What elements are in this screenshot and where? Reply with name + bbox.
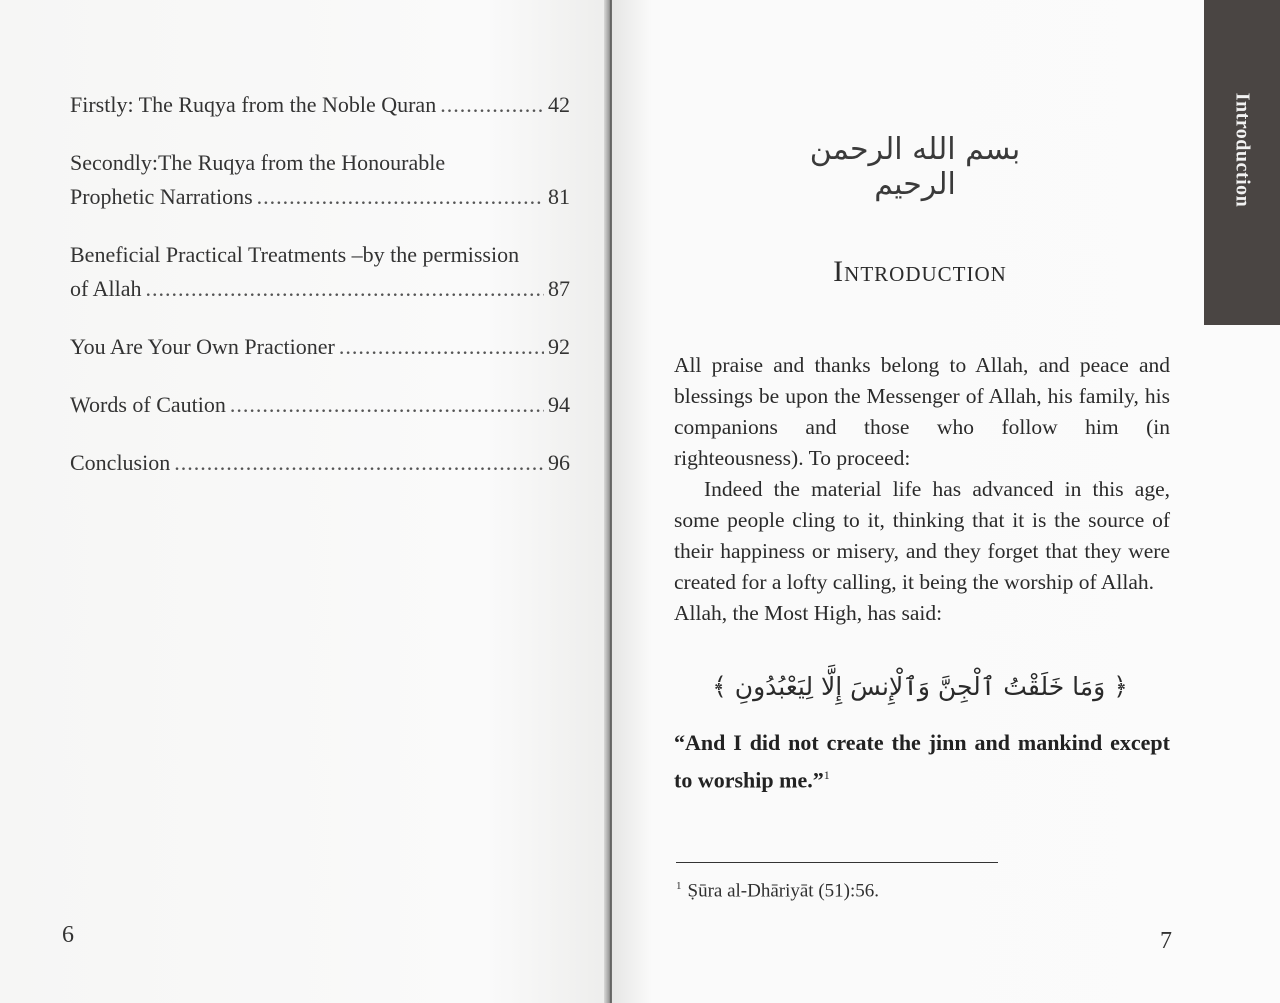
footnote: [676, 880, 879, 902]
verse-translation-text: “And I did not create the jinn and mankind except to worship me.”: [674, 730, 1170, 793]
toc-entry: [70, 446, 570, 480]
verse-arabic: ﴿ وَمَا خَلَقْتُ ٱلْجِنَّ وَٱلْإِنسَ إِلَّا لِيَعْبُدُونِ ﴾: [712, 672, 1128, 701]
toc-leader-dots: [174, 446, 544, 480]
toc-leader-dots: [230, 388, 544, 422]
toc-title: Secondly:The Ruqya from the Honourable: [70, 150, 446, 175]
footnote-reference: 1: [823, 768, 830, 782]
body-text: [674, 350, 1170, 629]
toc-line: [70, 180, 570, 214]
toc-page-number: 87: [548, 276, 570, 301]
toc-entry: [70, 388, 570, 422]
toc-page-number: 92: [548, 334, 570, 359]
toc-entry: [70, 330, 570, 364]
toc-line: [70, 330, 570, 364]
toc-title: Words of Caution: [70, 392, 226, 417]
page-number-right: 7: [1160, 928, 1172, 954]
toc-title: Conclusion: [70, 450, 171, 475]
footnote-text: Ṣūra al-Dhāriyāt (51):56.: [687, 880, 880, 902]
paragraph: Indeed the material life has advanced in this age, some people cling to it, thinking that it is the source of their happiness or misery, and they forget that they were created for a lofty calling, it being the worship of Allah.: [674, 477, 1170, 594]
toc-title: of Allah: [70, 276, 142, 301]
toc-title: You Are Your Own Practioner: [70, 334, 335, 359]
verse-translation: [674, 726, 1170, 796]
toc-leader-dots: [339, 330, 544, 364]
basmala-calligraphy: بسم الله الرحمن الرحيم: [809, 132, 1021, 202]
toc-line: [70, 238, 570, 272]
toc-entry: [70, 238, 570, 306]
footnote-rule: [676, 862, 998, 863]
toc-leader-dots: [257, 180, 544, 214]
toc-entry: [70, 88, 570, 122]
toc-line: [70, 446, 570, 480]
toc-title: Beneficial Practical Treatments –by the permission: [70, 242, 520, 267]
toc-page-number: 96: [548, 450, 570, 475]
toc-leader-dots: [440, 88, 544, 122]
footnote-marker: 1: [676, 880, 682, 892]
chapter-heading: Introduction: [833, 255, 1007, 288]
paragraph: All praise and thanks belong to Allah, and peace and blessings be upon the Messenger of Allah, his family, his companions and those who follow him (in righteousness). To proceed:: [674, 353, 1170, 470]
page-number-left: 6: [62, 922, 74, 948]
toc-page-number: 81: [548, 184, 570, 209]
toc-line: [70, 388, 570, 422]
paragraph: Allah, the Most High, has said:: [674, 601, 943, 625]
toc-line: [70, 88, 570, 122]
table-of-contents: [70, 88, 570, 504]
toc-line: [70, 272, 570, 306]
toc-leader-dots: [146, 272, 545, 306]
toc-title: Prophetic Narrations: [70, 184, 253, 209]
side-tab-label: Introduction: [1231, 92, 1254, 208]
left-page: [0, 0, 610, 1003]
toc-line: [70, 146, 570, 180]
toc-page-number: 94: [548, 392, 570, 417]
toc-title: Firstly: The Ruqya from the Noble Quran: [70, 92, 437, 117]
chapter-side-tab: [1204, 0, 1280, 325]
toc-entry: [70, 146, 570, 214]
toc-page-number: 42: [548, 92, 570, 117]
